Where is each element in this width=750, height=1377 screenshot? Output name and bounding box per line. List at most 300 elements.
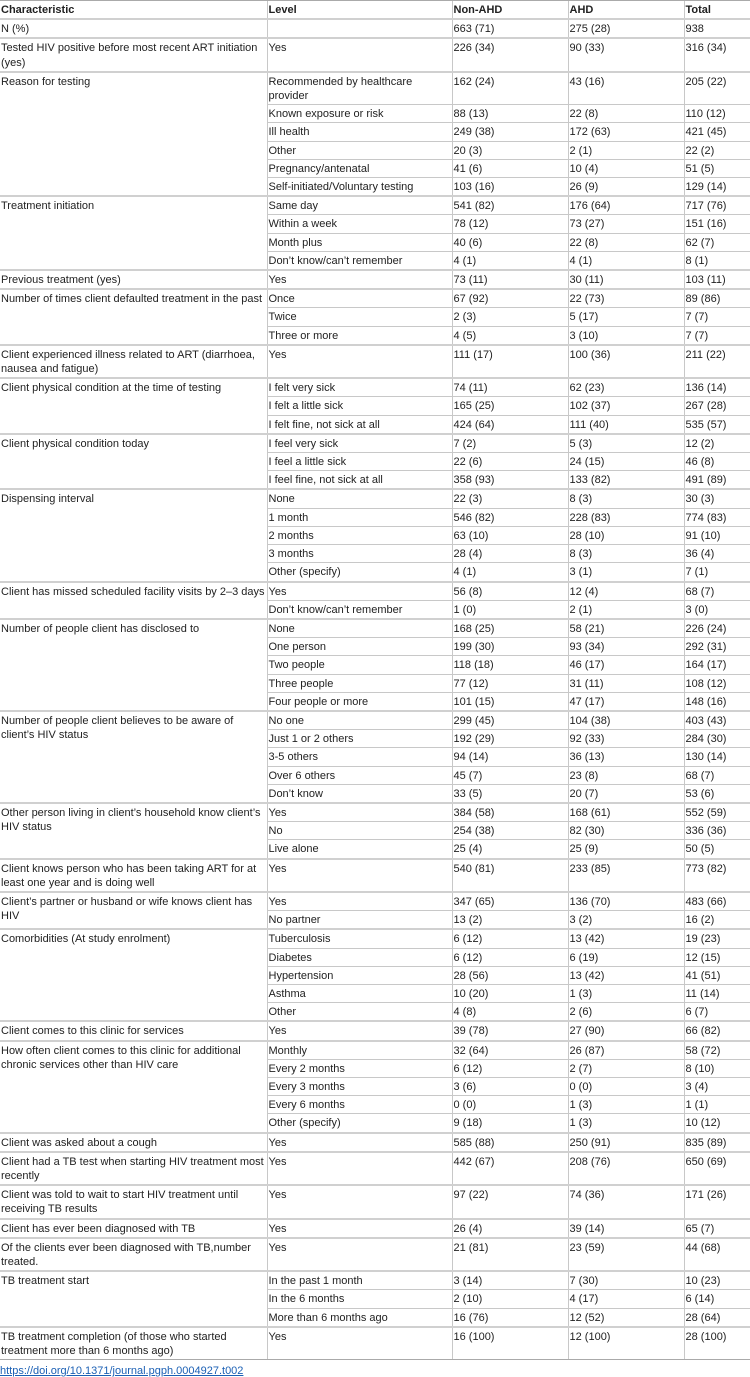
level-cell: Once bbox=[267, 289, 452, 308]
level-cell: Yes bbox=[267, 1133, 452, 1152]
ahd-cell: 27 (90) bbox=[568, 1021, 684, 1040]
non-ahd-cell: 540 (81) bbox=[452, 859, 568, 892]
level-cell: Ill health bbox=[267, 123, 452, 141]
non-ahd-cell: 28 (56) bbox=[452, 966, 568, 984]
non-ahd-cell: 94 (14) bbox=[452, 748, 568, 766]
level-cell: Yes bbox=[267, 892, 452, 911]
ahd-cell: 104 (38) bbox=[568, 711, 684, 730]
table-row bbox=[0, 289, 750, 308]
total-cell: 53 (6) bbox=[684, 784, 750, 803]
ahd-cell: 5 (17) bbox=[568, 308, 684, 326]
ahd-cell: 228 (83) bbox=[568, 508, 684, 526]
non-ahd-cell: 192 (29) bbox=[452, 730, 568, 748]
level-cell: None bbox=[267, 619, 452, 638]
total-cell: 103 (11) bbox=[684, 270, 750, 289]
non-ahd-cell: 4 (5) bbox=[452, 326, 568, 345]
ahd-cell: 36 (13) bbox=[568, 748, 684, 766]
level-cell: No one bbox=[267, 711, 452, 730]
total-cell: 19 (23) bbox=[684, 929, 750, 948]
level-cell: Yes bbox=[267, 38, 452, 71]
ahd-cell: 58 (21) bbox=[568, 619, 684, 638]
ahd-cell: 136 (70) bbox=[568, 892, 684, 911]
header-ahd: AHD bbox=[568, 1, 684, 20]
total-cell: 91 (10) bbox=[684, 526, 750, 544]
level-cell: Within a week bbox=[267, 215, 452, 233]
ahd-cell: 23 (59) bbox=[568, 1238, 684, 1271]
characteristic-cell: TB treatment completion (of those who started treatment more than 6 months ago) bbox=[0, 1327, 267, 1360]
header-characteristic: Characteristic bbox=[0, 1, 267, 20]
non-ahd-cell: 101 (15) bbox=[452, 692, 568, 711]
level-cell: Yes bbox=[267, 345, 452, 378]
non-ahd-cell: 16 (100) bbox=[452, 1327, 568, 1360]
ahd-cell: 208 (76) bbox=[568, 1152, 684, 1185]
level-cell: Every 2 months bbox=[267, 1059, 452, 1077]
ahd-cell: 1 (3) bbox=[568, 1114, 684, 1133]
total-cell: 151 (16) bbox=[684, 215, 750, 233]
non-ahd-cell: 384 (58) bbox=[452, 803, 568, 822]
total-cell: 773 (82) bbox=[684, 859, 750, 892]
total-cell: 171 (26) bbox=[684, 1185, 750, 1218]
non-ahd-cell: 22 (3) bbox=[452, 489, 568, 508]
table-row bbox=[0, 19, 750, 38]
level-cell: Same day bbox=[267, 196, 452, 215]
ahd-cell: 233 (85) bbox=[568, 859, 684, 892]
ahd-cell: 3 (2) bbox=[568, 911, 684, 930]
level-cell: Yes bbox=[267, 1021, 452, 1040]
level-cell: One person bbox=[267, 638, 452, 656]
characteristic-cell: Previous treatment (yes) bbox=[0, 270, 267, 289]
total-cell: 3 (0) bbox=[684, 600, 750, 619]
ahd-cell: 73 (27) bbox=[568, 215, 684, 233]
level-cell: Recommended by healthcare provider bbox=[267, 72, 452, 105]
total-cell: 68 (7) bbox=[684, 582, 750, 601]
level-cell: Over 6 others bbox=[267, 766, 452, 784]
non-ahd-cell: 0 (0) bbox=[452, 1096, 568, 1114]
non-ahd-cell: 56 (8) bbox=[452, 582, 568, 601]
header-non-ahd: Non-AHD bbox=[452, 1, 568, 20]
non-ahd-cell: 1 (0) bbox=[452, 600, 568, 619]
total-cell: 205 (22) bbox=[684, 72, 750, 105]
level-cell: Other (specify) bbox=[267, 563, 452, 582]
table-row bbox=[0, 1238, 750, 1271]
non-ahd-cell: 10 (20) bbox=[452, 984, 568, 1002]
total-cell: 284 (30) bbox=[684, 730, 750, 748]
table-row bbox=[0, 892, 750, 911]
level-cell: Yes bbox=[267, 270, 452, 289]
non-ahd-cell: 45 (7) bbox=[452, 766, 568, 784]
non-ahd-cell: 26 (4) bbox=[452, 1219, 568, 1238]
total-cell: 62 (7) bbox=[684, 233, 750, 251]
ahd-cell: 47 (17) bbox=[568, 692, 684, 711]
level-cell: Three people bbox=[267, 674, 452, 692]
level-cell: No partner bbox=[267, 911, 452, 930]
total-cell: 483 (66) bbox=[684, 892, 750, 911]
total-cell: 6 (14) bbox=[684, 1290, 750, 1308]
ahd-cell: 13 (42) bbox=[568, 966, 684, 984]
ahd-cell: 39 (14) bbox=[568, 1219, 684, 1238]
ahd-cell: 6 (19) bbox=[568, 948, 684, 966]
non-ahd-cell: 32 (64) bbox=[452, 1041, 568, 1060]
level-cell: Just 1 or 2 others bbox=[267, 730, 452, 748]
table-row bbox=[0, 1327, 750, 1360]
ahd-cell: 23 (8) bbox=[568, 766, 684, 784]
table-row bbox=[0, 1041, 750, 1060]
level-cell: Diabetes bbox=[267, 948, 452, 966]
ahd-cell: 22 (8) bbox=[568, 233, 684, 251]
level-cell: In the 6 months bbox=[267, 1290, 452, 1308]
table-row bbox=[0, 489, 750, 508]
total-cell: 6 (7) bbox=[684, 1003, 750, 1022]
non-ahd-cell: 254 (38) bbox=[452, 822, 568, 840]
level-cell: 3-5 others bbox=[267, 748, 452, 766]
characteristic-cell: Of the clients ever been diagnosed with TB,number treated. bbox=[0, 1238, 267, 1271]
non-ahd-cell: 6 (12) bbox=[452, 1059, 568, 1077]
non-ahd-cell: 118 (18) bbox=[452, 656, 568, 674]
non-ahd-cell: 199 (30) bbox=[452, 638, 568, 656]
non-ahd-cell: 226 (34) bbox=[452, 38, 568, 71]
non-ahd-cell: 13 (2) bbox=[452, 911, 568, 930]
non-ahd-cell: 541 (82) bbox=[452, 196, 568, 215]
ahd-cell: 82 (30) bbox=[568, 822, 684, 840]
ahd-cell: 10 (4) bbox=[568, 159, 684, 177]
level-cell: Yes bbox=[267, 1219, 452, 1238]
table-row bbox=[0, 72, 750, 105]
total-cell: 44 (68) bbox=[684, 1238, 750, 1271]
total-cell: 46 (8) bbox=[684, 453, 750, 471]
ahd-cell: 2 (1) bbox=[568, 600, 684, 619]
total-cell: 8 (1) bbox=[684, 251, 750, 270]
level-cell: Self-initiated/Voluntary testing bbox=[267, 178, 452, 197]
total-cell: 51 (5) bbox=[684, 159, 750, 177]
non-ahd-cell: 585 (88) bbox=[452, 1133, 568, 1152]
level-cell: Twice bbox=[267, 308, 452, 326]
level-cell: Yes bbox=[267, 803, 452, 822]
ahd-cell: 4 (1) bbox=[568, 251, 684, 270]
level-cell: I felt a little sick bbox=[267, 397, 452, 415]
ahd-cell: 30 (11) bbox=[568, 270, 684, 289]
total-cell: 292 (31) bbox=[684, 638, 750, 656]
non-ahd-cell: 4 (8) bbox=[452, 1003, 568, 1022]
level-cell: No bbox=[267, 822, 452, 840]
level-cell: Pregnancy/antenatal bbox=[267, 159, 452, 177]
ahd-cell: 43 (16) bbox=[568, 72, 684, 105]
total-cell: 136 (14) bbox=[684, 378, 750, 397]
total-cell: 129 (14) bbox=[684, 178, 750, 197]
non-ahd-cell: 2 (3) bbox=[452, 308, 568, 326]
level-cell: Yes bbox=[267, 582, 452, 601]
non-ahd-cell: 97 (22) bbox=[452, 1185, 568, 1218]
non-ahd-cell: 168 (25) bbox=[452, 619, 568, 638]
level-cell: 1 month bbox=[267, 508, 452, 526]
non-ahd-cell: 67 (92) bbox=[452, 289, 568, 308]
level-cell: Three or more bbox=[267, 326, 452, 345]
level-cell: Other bbox=[267, 141, 452, 159]
characteristic-cell: How often client comes to this clinic for additional chronic services other than HIV care bbox=[0, 1041, 267, 1133]
total-cell: 7 (1) bbox=[684, 563, 750, 582]
table-row bbox=[0, 345, 750, 378]
level-cell: Don’t know/can’t remember bbox=[267, 600, 452, 619]
total-cell: 28 (64) bbox=[684, 1308, 750, 1327]
table-row bbox=[0, 582, 750, 601]
non-ahd-cell: 41 (6) bbox=[452, 159, 568, 177]
level-cell: Every 3 months bbox=[267, 1077, 452, 1095]
level-cell: Known exposure or risk bbox=[267, 105, 452, 123]
level-cell: I feel fine, not sick at all bbox=[267, 471, 452, 490]
non-ahd-cell: 20 (3) bbox=[452, 141, 568, 159]
non-ahd-cell: 74 (11) bbox=[452, 378, 568, 397]
non-ahd-cell: 663 (71) bbox=[452, 19, 568, 38]
characteristic-cell: Dispensing interval bbox=[0, 489, 267, 581]
table-row bbox=[0, 619, 750, 638]
non-ahd-cell: 6 (12) bbox=[452, 929, 568, 948]
ahd-cell: 172 (63) bbox=[568, 123, 684, 141]
total-cell: 65 (7) bbox=[684, 1219, 750, 1238]
non-ahd-cell: 3 (6) bbox=[452, 1077, 568, 1095]
ahd-cell: 5 (3) bbox=[568, 434, 684, 453]
level-cell: Yes bbox=[267, 1327, 452, 1360]
characteristic-cell: Comorbidities (At study enrolment) bbox=[0, 929, 267, 1021]
level-cell: Don’t know bbox=[267, 784, 452, 803]
characteristic-cell: Client physical condition at the time of testing bbox=[0, 378, 267, 434]
total-cell: 110 (12) bbox=[684, 105, 750, 123]
total-cell: 130 (14) bbox=[684, 748, 750, 766]
total-cell: 1 (1) bbox=[684, 1096, 750, 1114]
level-cell: Yes bbox=[267, 1185, 452, 1218]
ahd-cell: 100 (36) bbox=[568, 345, 684, 378]
level-cell: Yes bbox=[267, 1152, 452, 1185]
ahd-cell: 2 (6) bbox=[568, 1003, 684, 1022]
characteristic-cell: Treatment initiation bbox=[0, 196, 267, 270]
non-ahd-cell: 88 (13) bbox=[452, 105, 568, 123]
ahd-cell: 168 (61) bbox=[568, 803, 684, 822]
total-cell: 938 bbox=[684, 19, 750, 38]
ahd-cell: 4 (17) bbox=[568, 1290, 684, 1308]
total-cell: 336 (36) bbox=[684, 822, 750, 840]
table-body bbox=[0, 19, 750, 1360]
ahd-cell: 28 (10) bbox=[568, 526, 684, 544]
characteristic-cell: Client’s partner or husband or wife knows client has HIV bbox=[0, 892, 267, 929]
characteristic-cell: Client has missed scheduled facility visits by 2–3 days bbox=[0, 582, 267, 619]
characteristic-cell: Client knows person who has been taking ART for at least one year and is doing well bbox=[0, 859, 267, 892]
ahd-cell: 12 (52) bbox=[568, 1308, 684, 1327]
ahd-cell: 13 (42) bbox=[568, 929, 684, 948]
non-ahd-cell: 4 (1) bbox=[452, 563, 568, 582]
characteristic-cell: TB treatment start bbox=[0, 1271, 267, 1327]
ahd-cell: 62 (23) bbox=[568, 378, 684, 397]
table-row bbox=[0, 1219, 750, 1238]
ahd-cell: 111 (40) bbox=[568, 415, 684, 434]
level-cell: Hypertension bbox=[267, 966, 452, 984]
ahd-cell: 22 (8) bbox=[568, 105, 684, 123]
ahd-cell: 275 (28) bbox=[568, 19, 684, 38]
level-cell: Monthly bbox=[267, 1041, 452, 1060]
level-cell: I feel very sick bbox=[267, 434, 452, 453]
header-level: Level bbox=[267, 1, 452, 20]
total-cell: 10 (23) bbox=[684, 1271, 750, 1290]
total-cell: 148 (16) bbox=[684, 692, 750, 711]
non-ahd-cell: 424 (64) bbox=[452, 415, 568, 434]
ahd-cell: 26 (87) bbox=[568, 1041, 684, 1060]
table-header bbox=[0, 1, 750, 20]
non-ahd-cell: 347 (65) bbox=[452, 892, 568, 911]
ahd-cell: 12 (4) bbox=[568, 582, 684, 601]
non-ahd-cell: 33 (5) bbox=[452, 784, 568, 803]
table-row bbox=[0, 196, 750, 215]
level-cell: Four people or more bbox=[267, 692, 452, 711]
total-cell: 12 (15) bbox=[684, 948, 750, 966]
table-row bbox=[0, 1152, 750, 1185]
characteristic-cell: Other person living in client’s household know client’s HIV status bbox=[0, 803, 267, 859]
ahd-cell: 24 (15) bbox=[568, 453, 684, 471]
non-ahd-cell: 25 (4) bbox=[452, 840, 568, 859]
characteristic-cell: Client physical condition today bbox=[0, 434, 267, 490]
non-ahd-cell: 546 (82) bbox=[452, 508, 568, 526]
total-cell: 66 (82) bbox=[684, 1021, 750, 1040]
ahd-cell: 3 (1) bbox=[568, 563, 684, 582]
ahd-cell: 22 (73) bbox=[568, 289, 684, 308]
doi-link[interactable]: https://doi.org/10.1371/journal.pgph.0004927.t002 bbox=[0, 1365, 244, 1377]
non-ahd-cell: 4 (1) bbox=[452, 251, 568, 270]
characteristic-cell: Client was asked about a cough bbox=[0, 1133, 267, 1152]
total-cell: 28 (100) bbox=[684, 1327, 750, 1360]
ahd-cell: 46 (17) bbox=[568, 656, 684, 674]
level-cell: Two people bbox=[267, 656, 452, 674]
characteristic-cell: Reason for testing bbox=[0, 72, 267, 196]
table-row bbox=[0, 1021, 750, 1040]
non-ahd-cell: 28 (4) bbox=[452, 545, 568, 563]
total-cell: 774 (83) bbox=[684, 508, 750, 526]
non-ahd-cell: 162 (24) bbox=[452, 72, 568, 105]
total-cell: 41 (51) bbox=[684, 966, 750, 984]
ahd-cell: 3 (10) bbox=[568, 326, 684, 345]
total-cell: 8 (10) bbox=[684, 1059, 750, 1077]
ahd-cell: 8 (3) bbox=[568, 545, 684, 563]
total-cell: 7 (7) bbox=[684, 308, 750, 326]
table-row bbox=[0, 1133, 750, 1152]
characteristic-cell: Client was told to wait to start HIV treatment until receiving TB results bbox=[0, 1185, 267, 1218]
total-cell: 58 (72) bbox=[684, 1041, 750, 1060]
ahd-cell: 20 (7) bbox=[568, 784, 684, 803]
non-ahd-cell: 40 (6) bbox=[452, 233, 568, 251]
characteristic-cell: Client experienced illness related to ART (diarrhoea, nausea and fatigue) bbox=[0, 345, 267, 378]
level-cell: Month plus bbox=[267, 233, 452, 251]
ahd-cell: 92 (33) bbox=[568, 730, 684, 748]
table-row bbox=[0, 711, 750, 730]
level-cell: I feel a little sick bbox=[267, 453, 452, 471]
level-cell: Other bbox=[267, 1003, 452, 1022]
total-cell: 717 (76) bbox=[684, 196, 750, 215]
table-row bbox=[0, 929, 750, 948]
total-cell: 226 (24) bbox=[684, 619, 750, 638]
ahd-cell: 26 (9) bbox=[568, 178, 684, 197]
characteristic-cell: Tested HIV positive before most recent ART initiation (yes) bbox=[0, 38, 267, 71]
non-ahd-cell: 9 (18) bbox=[452, 1114, 568, 1133]
ahd-cell: 102 (37) bbox=[568, 397, 684, 415]
non-ahd-cell: 39 (78) bbox=[452, 1021, 568, 1040]
table-row bbox=[0, 434, 750, 453]
level-cell: I felt very sick bbox=[267, 378, 452, 397]
table-row bbox=[0, 859, 750, 892]
total-cell: 16 (2) bbox=[684, 911, 750, 930]
non-ahd-cell: 63 (10) bbox=[452, 526, 568, 544]
non-ahd-cell: 358 (93) bbox=[452, 471, 568, 490]
total-cell: 108 (12) bbox=[684, 674, 750, 692]
total-cell: 68 (7) bbox=[684, 766, 750, 784]
non-ahd-cell: 111 (17) bbox=[452, 345, 568, 378]
level-cell: In the past 1 month bbox=[267, 1271, 452, 1290]
ahd-cell: 1 (3) bbox=[568, 984, 684, 1002]
total-cell: 3 (4) bbox=[684, 1077, 750, 1095]
non-ahd-cell: 73 (11) bbox=[452, 270, 568, 289]
ahd-cell: 2 (7) bbox=[568, 1059, 684, 1077]
level-cell: None bbox=[267, 489, 452, 508]
total-cell: 50 (5) bbox=[684, 840, 750, 859]
characteristic-cell: Number of people client believes to be aware of client’s HIV status bbox=[0, 711, 267, 803]
ahd-cell: 1 (3) bbox=[568, 1096, 684, 1114]
level-cell: Don’t know/can’t remember bbox=[267, 251, 452, 270]
level-cell: Yes bbox=[267, 859, 452, 892]
ahd-cell: 176 (64) bbox=[568, 196, 684, 215]
total-cell: 403 (43) bbox=[684, 711, 750, 730]
table-row bbox=[0, 803, 750, 822]
header-total: Total bbox=[684, 1, 750, 20]
characteristic-cell: Client comes to this clinic for services bbox=[0, 1021, 267, 1040]
characteristic-cell: N (%) bbox=[0, 19, 267, 38]
total-cell: 10 (12) bbox=[684, 1114, 750, 1133]
total-cell: 421 (45) bbox=[684, 123, 750, 141]
non-ahd-cell: 16 (76) bbox=[452, 1308, 568, 1327]
ahd-cell: 25 (9) bbox=[568, 840, 684, 859]
level-cell: I felt fine, not sick at all bbox=[267, 415, 452, 434]
total-cell: 11 (14) bbox=[684, 984, 750, 1002]
level-cell: Yes bbox=[267, 1238, 452, 1271]
non-ahd-cell: 103 (16) bbox=[452, 178, 568, 197]
non-ahd-cell: 6 (12) bbox=[452, 948, 568, 966]
total-cell: 535 (57) bbox=[684, 415, 750, 434]
characteristic-cell: Client had a TB test when starting HIV treatment most recently bbox=[0, 1152, 267, 1185]
table-row bbox=[0, 270, 750, 289]
ahd-cell: 8 (3) bbox=[568, 489, 684, 508]
total-cell: 89 (86) bbox=[684, 289, 750, 308]
non-ahd-cell: 165 (25) bbox=[452, 397, 568, 415]
ahd-cell: 31 (11) bbox=[568, 674, 684, 692]
total-cell: 650 (69) bbox=[684, 1152, 750, 1185]
level-cell: Other (specify) bbox=[267, 1114, 452, 1133]
ahd-cell: 250 (91) bbox=[568, 1133, 684, 1152]
ahd-cell: 133 (82) bbox=[568, 471, 684, 490]
non-ahd-cell: 249 (38) bbox=[452, 123, 568, 141]
characteristic-cell: Number of people client has disclosed to bbox=[0, 619, 267, 711]
non-ahd-cell: 77 (12) bbox=[452, 674, 568, 692]
total-cell: 164 (17) bbox=[684, 656, 750, 674]
total-cell: 36 (4) bbox=[684, 545, 750, 563]
ahd-cell: 0 (0) bbox=[568, 1077, 684, 1095]
total-cell: 30 (3) bbox=[684, 489, 750, 508]
ahd-cell: 7 (30) bbox=[568, 1271, 684, 1290]
table-row bbox=[0, 1185, 750, 1218]
level-cell: Asthma bbox=[267, 984, 452, 1002]
level-cell: Tuberculosis bbox=[267, 929, 452, 948]
ahd-cell: 2 (1) bbox=[568, 141, 684, 159]
level-cell: 2 months bbox=[267, 526, 452, 544]
level-cell: 3 months bbox=[267, 545, 452, 563]
ahd-cell: 12 (100) bbox=[568, 1327, 684, 1360]
total-cell: 552 (59) bbox=[684, 803, 750, 822]
total-cell: 491 (89) bbox=[684, 471, 750, 490]
table-row bbox=[0, 38, 750, 71]
table-row bbox=[0, 378, 750, 397]
total-cell: 835 (89) bbox=[684, 1133, 750, 1152]
